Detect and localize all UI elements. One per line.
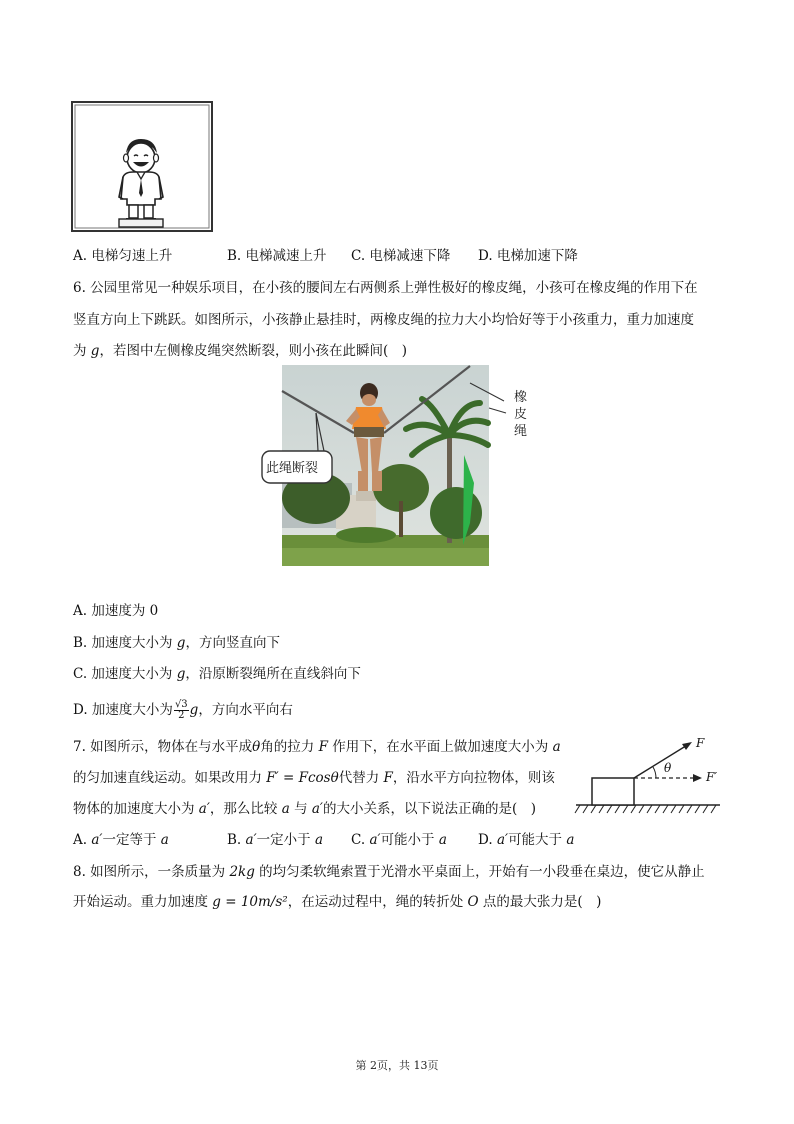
- sqrt3-over-2-fraction: $\frac{√3}{2}$: [174, 699, 188, 721]
- q6-stem-line3: 为 g，若图中左侧橡皮绳突然断裂，则小孩在此瞬间( ): [73, 343, 407, 359]
- q6-option-a: A. 加速度为 0: [73, 603, 159, 619]
- q7-stem-line3: 物体的加速度大小为 a′，那么比较 a 与 a′的大小关系，以下说法正确的是( ): [73, 801, 537, 817]
- q5-option-a: A. 电梯匀速上升: [73, 248, 173, 264]
- q5-option-d: D. 电梯加速下降: [478, 248, 578, 264]
- rubber-rope-label-char-3: 绳: [514, 424, 528, 439]
- man-on-scale-illustration: [71, 101, 213, 232]
- q7-stem-line2: 的匀加速直线运动。如果改用力 F′ = Fcosθ代替力 F，沿水平方向拉物体，则该: [73, 770, 555, 786]
- rubber-rope-label-char-1: 橡: [514, 390, 528, 405]
- force-f-label: F: [696, 736, 705, 750]
- q7-option-a: A. a′一定等于 a: [73, 832, 169, 848]
- q7-stem-line1: 7. 如图所示，物体在与水平成θ角的拉力 F 作用下，在水平面上做加速度大小为 a: [73, 739, 561, 755]
- elevator-figure: [71, 101, 213, 232]
- rope-broken-label: 此绳断裂: [266, 461, 319, 476]
- rubber-rope-label: [514, 389, 527, 440]
- q6-stem-line1: 6. 公园里常见一种娱乐项目，在小孩的腰间左右两侧系上弹性极好的橡皮绳，小孩可在橡皮绳的作用下在: [73, 280, 698, 296]
- q7-option-d: D. a′可能大于 a: [478, 832, 575, 848]
- page-footer: 第 2页，共 13页: [355, 1059, 439, 1072]
- q5-option-b: B. 电梯减速上升: [227, 248, 327, 264]
- rubber-rope-label-char-2: 皮: [514, 407, 528, 422]
- q7-option-c: C. a′可能小于 a: [351, 832, 447, 848]
- q7-option-b: B. a′一定小于 a: [227, 832, 323, 848]
- force-diagram: [572, 732, 724, 818]
- bungee-photo: [256, 363, 538, 568]
- q6-option-d: D. 加速度大小为 $\frac{√3}{2}$ g，方向水平向右: [73, 699, 293, 721]
- q8-stem-line1: 8. 如图所示，一条质量为 2kg 的均匀柔软绳索置于光滑水平桌面上，开始有一小段垂在桌边，使它从静止: [73, 864, 705, 880]
- q6-option-b: B. 加速度大小为 g，方向竖直向下: [73, 635, 280, 651]
- q6-option-c: C. 加速度大小为 g，沿原断裂绳所在直线斜向下: [73, 666, 361, 682]
- q5-option-c: C. 电梯减速下降: [351, 248, 451, 264]
- theta-label: θ: [664, 761, 672, 775]
- force-f-prime-label: F′: [706, 770, 718, 784]
- q8-stem-line2: 开始运动。重力加速度 g = 10m/s²，在运动过程中，绳的转折处 O 点的最大张力是( ): [73, 894, 602, 910]
- q6-stem-line2: 竖直方向上下跳跃。如图所示，小孩静止悬挂时，两橡皮绳的拉力大小均恰好等于小孩重力，重力加速度: [73, 312, 694, 328]
